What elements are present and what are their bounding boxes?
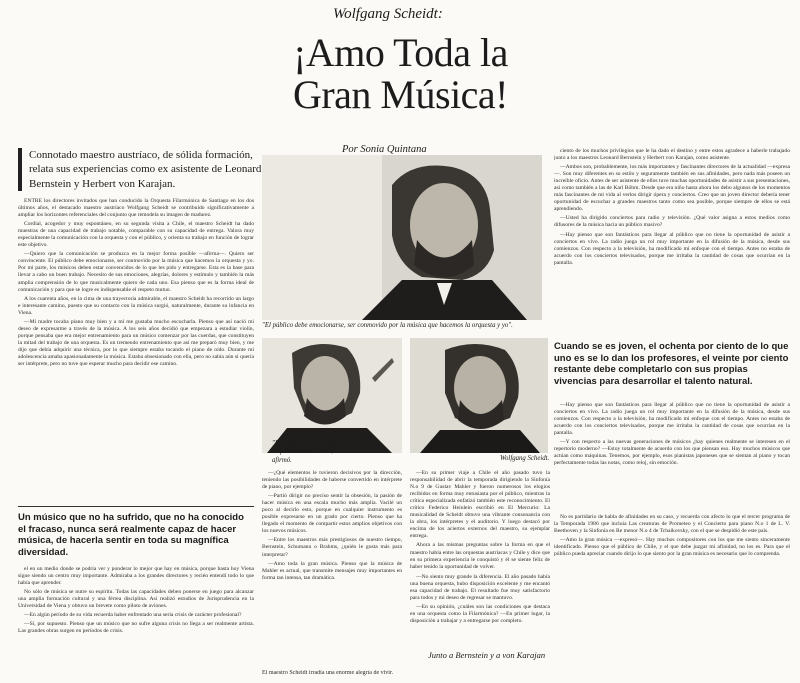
body-column-2 bbox=[410, 470, 550, 570]
paragraph: el en un medio donde se podría ver y ponderar lo mejor que hay en música, porque hasta hoy Viena sigue siendo un centro muy importante. Admiraba a los grandes directores y recién entendí todo lo que había que aprender. bbox=[18, 566, 254, 587]
paragraph: —Quiero que la comunicación se produzca en la mejor forma posible —afirma—. Quiero ser convincente. El público debe emocionarse, ser conmovido por la música que hacemos la orquesta y yo. Por mi parte, los músicos deben estar convencidos de lo que les pido y entregarse. Esta es la base para llevar a cabo un buen trabajo. Necesito de sus emociones, alegrías, dolores y estímulo y también la más amplia comprensión de lo que musicalmente quiero de cada uno. Esa pienso que es la forma ideal de comunicación y para que se logre es indispensable el respeto mutuo. bbox=[18, 251, 254, 293]
paragraph: —Y con respecto a las nuevas generaciones de músicos ¿hay quienes realmente se interesen en el repertorio moderno? —Estoy totalmente de acuerdo con los que piensan eso. Hay muchos músicos que actúan como máquinas. Tenemos, por ejemplo, esos pianistas japoneses que se sientan al piano y tocan perfectamente todas las notas, como reloj, sin emoción. bbox=[554, 439, 790, 467]
section-heading: Junto a Bernstein y a von Karajan bbox=[428, 650, 546, 660]
paragraph: No es partidario de habla de afinidades en su caso, y recuerda con afecto lo que el tercer programa de la Temporada 1986 que incluía Las creaturas de Prometeo y el Concierto para piano N.o 1 de L. V. Beethoven y la Sinfonía en Re menor N.o 4 de Tchaikovsky, con el que se despidió de este país. bbox=[554, 514, 790, 535]
photo-conductor-left bbox=[262, 338, 402, 453]
photo-top-caption: "El público debe emocionarse, ser conmovido por la música que hacemos la orquesta y yo". bbox=[262, 322, 513, 329]
paragraph: —¿Qué elementos le tuvieron decisivos por la dirección, teniendo las posibilidades de haberse convertido en intérprete de piano, por ejemplo? bbox=[262, 470, 402, 491]
photo-left-caption: "Los grandes obras surgen en períodos de crisis", afirmó. bbox=[272, 440, 346, 464]
paragraph: A los cuarenta años, en la cima de una trayectoria admirable, el maestro Scheidt ha recorrido un largo e interesante camino, puesto que su contacto con la música surgió, naturalmente, durante su infancia en Viena. bbox=[18, 295, 254, 316]
headline-line-2: Gran Música! bbox=[292, 71, 509, 117]
pull-quote-right: Cuando se es joven, el ochenta por ciento de lo que uno es se lo dan los profesores, el veinte por ciento restante debe completarlo con sus propias vivencias para desarrollar el talento natural. bbox=[554, 341, 789, 387]
body-column-bottom-left bbox=[18, 566, 254, 676]
kicker: Wolfgang Scheidt: bbox=[333, 6, 443, 22]
paragraph: —No siento muy grande la diferencia. El año pasado había una buena orquesta, hubo disposición excelente y me encantó esa capacidad de trabajo. El resultado fue muy satisfactorio para todos y mi deseo de regresar se mantuvo. bbox=[410, 574, 550, 602]
paragraph: —Usted ha dirigido conciertos para radio y televisión. ¿Qué valor asigna a estos medios como difusores de la música hacia un público masivo? bbox=[554, 215, 790, 229]
paragraph: —En su opinión, ¿cuáles son las condiciones que destaca en una orquesta como la Filarmónica? —En primer lugar, la disposición a trabajar y a entregarse por completo. bbox=[410, 604, 550, 625]
paragraph: —En su primer viaje a Chile el año pasado tuvo la responsabilidad de abrir la temporada dirigiendo la Sinfonía N.o 9 de Gustav Mahler y fueron numerosos los elogios recibidos en forma muy entusiasta por el público, mientras la crítica especializada enfatizó también este reconocimiento. El crítico Federico Heinlein escribió en El Mercurio: La musicalidad de Scheidt obtuvo una vibrante consonancia con la obra, los intérpretes y el auditorio. Y luego destacó por encima de los aciertos externos del maestro, su ejemplar entrega. bbox=[410, 470, 550, 540]
paragraph: —Entre los maestros más prestigiosos de nuestro tiempo, Bernstein, Schumann o Brahms, ¿quién le gusta más para interpretar? bbox=[262, 537, 402, 558]
body-column-bottom-right bbox=[554, 514, 790, 676]
headline-line-1: ¡Amo Toda la bbox=[293, 30, 508, 75]
photo-conductor-right bbox=[410, 338, 548, 453]
byline: Por Sonia Quintana bbox=[342, 144, 427, 155]
paragraph: No sólo de música se nutre su espíritu. Todas las capacidades deben ponerse en juego para alcanzar una amplia formación cultural y una férrea disciplina. Así realizó estudios de Jurisprudencia en la Universidad de Viena y obtuvo un brevete como piloto de aviones. bbox=[18, 589, 254, 610]
paragraph: —Hay pienso que son fantásticos para llegar al público que no tiene la oportunidad de asistir a conciertos en vivo. La radio juega un rol muy importante en la difusión de la música, desde sus comienzos. Con respecto a la televisión, ha modificado mi enfoque con el tiempo. Antes no estaba de acuerdo con los conciertos televisados, porque me irritaba la cantidad de cosas que ocurrían en la pantalla. bbox=[554, 402, 790, 437]
photo-right-caption: Wolfgang Scheidt. bbox=[500, 455, 550, 462]
photo-conductor-top bbox=[262, 155, 542, 320]
body-column-bottom-middle bbox=[262, 470, 402, 676]
final-line: El maestro Scheidt irradia una enorme alegría de vivir. bbox=[262, 670, 394, 676]
headline bbox=[278, 32, 523, 115]
body-column-2-continued bbox=[410, 574, 550, 646]
paragraph: —Mi madre tocaba piano muy bien y a mí me gustaba mucho escucharla. Pienso que así nació mi deseo de expresarme a través de la música. A los seis años decidió que empezara a estudiar violín, porque pensaba que era mejor entrenamiento para un músico comenzar por las cuerdas, que constituyen la mitad del trabajo de una orquesta. Es un tremendo entrenamiento que así me preparó muy bien, y me dijo que debía adquirir una técnica, por lo que siempre estaba tocando el piano de oído. Durante mi adolescencia amaba apasionadamente la música. Estaba obsesionado con ella, pero no sabía aún si quería ser intérprete, pero no tuve que esperar mucho para decidir ese camino. bbox=[18, 318, 254, 368]
body-column-1 bbox=[18, 198, 254, 408]
paragraph: —Sí, por supuesto. Pienso que un músico que no sufre alguna crisis no llega a ser realmente artista. Las grandes obras surgen en períodos de crisis. bbox=[18, 621, 254, 635]
body-column-3-continued bbox=[554, 402, 790, 510]
pull-quote-left: Un músico que no ha sufrido, que no ha conocido el fracaso, nunca será realmente capaz de hacer música, de hacerla sentir en toda su magnífica diversidad. bbox=[18, 512, 244, 558]
body-column-3 bbox=[554, 148, 790, 336]
paragraph: —En algún período de su vida recuerda haber enfrentado una seria crisis de carácter profesional? bbox=[24, 612, 242, 619]
paragraph: Ahora a las mismas preguntas sobre la forma en que el maestro había entre las orquestas austríacas y Chile y dice que en su primera experiencia le conquistó y él se siente feliz de haber tenido la oportunidad de volver. bbox=[410, 542, 550, 570]
paragraph: ciento de los muchos privilegios que le ha dado el destino y entre estos agradece a haberle trabajado junto a los maestros Leonard Bernstein y Herbert von Karajan, como asistente. bbox=[554, 148, 790, 162]
paragraph: ENTRE los directores invitados que han conducido la Orquesta Filarmónica de Santiago en los dos últimos años, el destacado maestro austríaco Wolfgang Scheidt se contribuido significativamente a ampliar los horizontes referenciales del conjunto que remodela su imagen de madurez. bbox=[18, 198, 254, 219]
paragraph: —Hay pienso que son fantásticos para llegar al público que no tiene la oportunidad de asistir a conciertos en vivo. La radio juega un rol muy importante en la difusión de la música, desde sus comienzos. Con respecto a la televisión, ha modificado mi enfoque con el tiempo. Antes no estaba de acuerdo con los conciertos televisados, porque me irritaba la cantidad de cosas que ocurrían en la pantalla. bbox=[554, 231, 790, 266]
divider bbox=[18, 506, 254, 507]
paragraph: —Amo la gran música —expresó—. Hay muchos compositores con los que me siento sinceramente identificado. Pienso que el público de Chile, y el que debe juzgar mi afinidad, no los es. Para que el público pueda apreciar cuando dirijo lo que siento por la gran música es necesario que lo comprenda. bbox=[554, 537, 790, 558]
paragraph: Cordial, acogedor y muy espontáneo, en su segunda visita a Chile, el maestro Scheidt ha dado muestras de una capacidad de trabajo notable, comparable con su capacidad de entrega. Valora muy especialmente la comunicación con la orquesta y con el público, y orienta su trabajo en función de lograr este objetivo. bbox=[18, 221, 254, 249]
paragraph: —Partió dirigir no preciso sentir la obsesión, la pasión de hacer música en una escala mucho más amplia. Vacilé un poco al decirlo esto, porque en cualquier instrumento es posible expresarse en un grado por cierto. Pienso que ha llegado el momento de compartir estos amplios objetivos con los nuevos músicos. bbox=[262, 493, 402, 535]
paragraph: —Amo toda la gran música. Pienso que la música de Mahler es actual, que transmite mensajes muy importantes en forma tan intensa, tan dramática. bbox=[262, 560, 402, 581]
deck: Connotado maestro austríaco, de sólida formación, relata sus experiencias como ex asistente de Leonard Bernstein y Herbert von Karajan. bbox=[18, 148, 264, 191]
paragraph: —Ambos son, probablemente, los más importantes y fascinantes directores de la actualidad —expresa—. Son muy diferentes en su estilo y seguramente también en sus afinidades, pero nada más poseen un increíble oficio. Antes de ser asistente de ellos tuve muchas oportunidades de asistir a sus presentaciones, así como también a las de Karl Böhm. Desde que era niño hasta ahora los debo algunos de los momentos más fascinantes de mi vida al verlos dirigir ópera y conciertos. Creo que un joven director debería tener oportunidad de escuchar a grandes maestros tanto como sea posible, porque siempre de ellos se está aprendiendo. bbox=[554, 164, 790, 213]
